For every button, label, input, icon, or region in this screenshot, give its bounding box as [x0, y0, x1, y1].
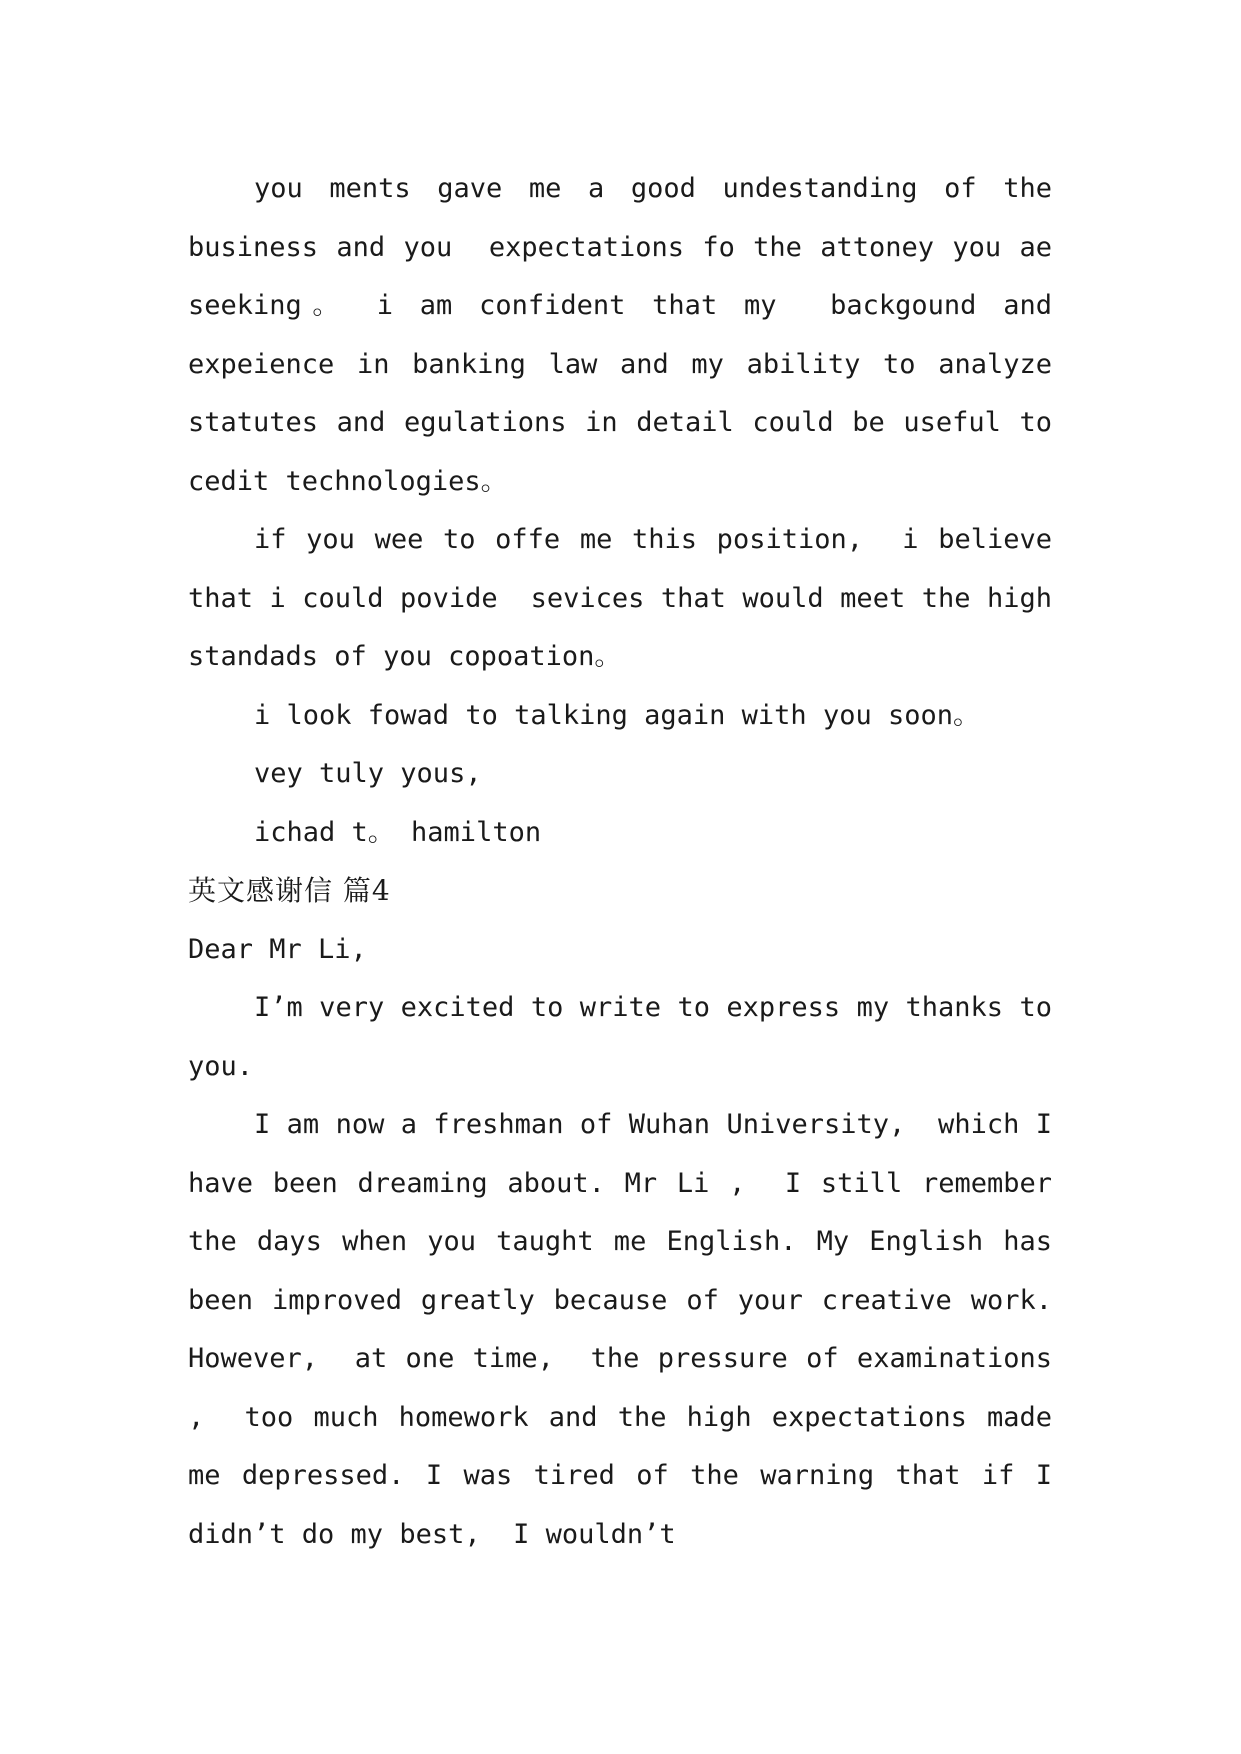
- paragraph-expectations: you ments gave me a good undestanding of the business and you expectations fo the attoney you ae seeking。 i am confident that my backgound and expeience in banking law and my ability to analyze statutes and egulations in detail could be useful to cedit technologies。: [188, 173, 1069, 497]
- paragraph-look-forward: i look fowad to talking again with you soon。: [254, 699, 980, 731]
- signature-name: ichad t。 hamilton: [254, 816, 542, 848]
- salutation: Dear Mr Li,: [188, 933, 367, 965]
- closing-line: vey tuly yous,: [254, 758, 482, 789]
- section-heading: 英文感谢信 篇4: [188, 874, 391, 907]
- document-body: [188, 160, 1069, 1564]
- paragraph-freshman: I am now a freshman of Wuhan University, which I have been dreaming about. Mr Li , I still remember the days when you taught me English. My English has been improved greatly because of your creative work. However, at one time, the pressure of examinations , too much homework and the high expectations made me depressed. I was tired of the warning that if I didn’t do my best, I wouldn’t: [188, 1109, 1069, 1550]
- paragraph-offer-position: if you wee to offe me this position, i believe that i could povide sevices that would meet the high standads of you copoation。: [188, 524, 1069, 672]
- paragraph-thanks: I’m very excited to write to express my thanks to you.: [188, 992, 1069, 1082]
